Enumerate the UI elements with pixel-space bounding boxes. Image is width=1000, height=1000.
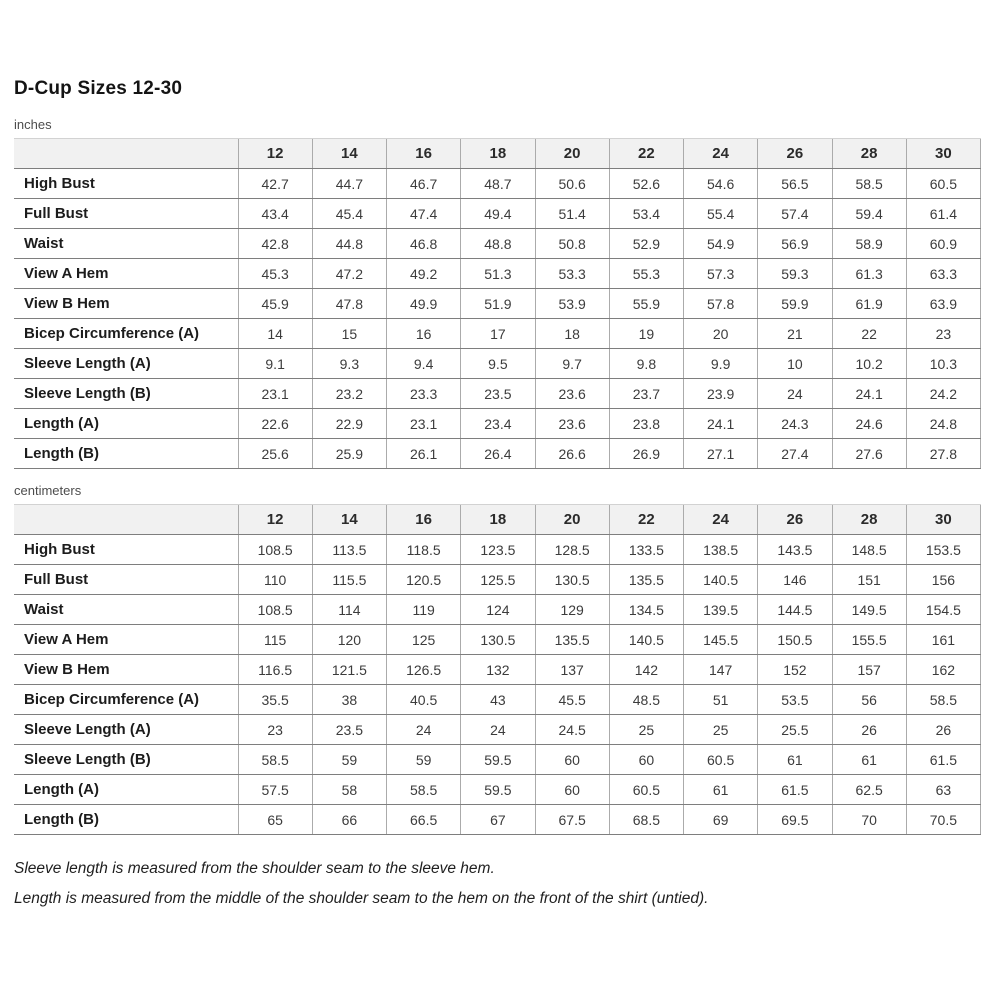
size-column-header: 30 — [906, 505, 980, 535]
table-cell: 125 — [387, 625, 461, 655]
size-column-header: 14 — [312, 505, 386, 535]
table-cell: 10.3 — [906, 349, 980, 379]
table-cell: 40.5 — [387, 685, 461, 715]
table-cell: 60.5 — [684, 745, 758, 775]
table-cell: 14 — [238, 319, 312, 349]
table-cell: 149.5 — [832, 595, 906, 625]
table-cell: 134.5 — [609, 595, 683, 625]
table-cell: 114 — [312, 595, 386, 625]
table-cell: 57.3 — [684, 259, 758, 289]
table-cell: 46.7 — [387, 169, 461, 199]
table-cell: 10 — [758, 349, 832, 379]
table-row — [14, 259, 981, 289]
table-cell: 61.3 — [832, 259, 906, 289]
table-cell: 140.5 — [609, 625, 683, 655]
table-cell: 58.9 — [832, 229, 906, 259]
table-cell: 60.5 — [609, 775, 683, 805]
table-cell: 129 — [535, 595, 609, 625]
row-label: Sleeve Length (B) — [14, 379, 238, 409]
table-cell: 51.4 — [535, 199, 609, 229]
row-label: Sleeve Length (A) — [14, 349, 238, 379]
table-cell: 59.5 — [461, 775, 535, 805]
table-cell: 15 — [312, 319, 386, 349]
size-column-header: 18 — [461, 505, 535, 535]
table-cell: 23.6 — [535, 409, 609, 439]
size-column-header: 28 — [832, 505, 906, 535]
size-column-header: 28 — [832, 139, 906, 169]
table-cell: 26.1 — [387, 439, 461, 469]
table-cell: 44.8 — [312, 229, 386, 259]
table-cell: 66.5 — [387, 805, 461, 835]
row-label: Full Bust — [14, 199, 238, 229]
table-cell: 130.5 — [535, 565, 609, 595]
table-cell: 108.5 — [238, 595, 312, 625]
table-cell: 162 — [906, 655, 980, 685]
table-cell: 143.5 — [758, 535, 832, 565]
table-cell: 23.4 — [461, 409, 535, 439]
table-cell: 153.5 — [906, 535, 980, 565]
table-cell: 61.9 — [832, 289, 906, 319]
size-column-header: 26 — [758, 139, 832, 169]
table-cell: 152 — [758, 655, 832, 685]
table-cell: 139.5 — [684, 595, 758, 625]
size-column-header: 12 — [238, 505, 312, 535]
size-column-header: 14 — [312, 139, 386, 169]
table-cell: 43 — [461, 685, 535, 715]
table-cell: 23.5 — [461, 379, 535, 409]
row-label: View B Hem — [14, 289, 238, 319]
table-cell: 61.5 — [906, 745, 980, 775]
table-cell: 120 — [312, 625, 386, 655]
table-cell: 145.5 — [684, 625, 758, 655]
table-cell: 157 — [832, 655, 906, 685]
table-cell: 22 — [832, 319, 906, 349]
table-cell: 63.3 — [906, 259, 980, 289]
table-cell: 60.9 — [906, 229, 980, 259]
row-label: High Bust — [14, 169, 238, 199]
table-cell: 66 — [312, 805, 386, 835]
table-cell: 115.5 — [312, 565, 386, 595]
table-cell: 116.5 — [238, 655, 312, 685]
table-cell: 51.3 — [461, 259, 535, 289]
table-cell: 67.5 — [535, 805, 609, 835]
table-cell: 128.5 — [535, 535, 609, 565]
size-column-header: 30 — [906, 139, 980, 169]
table-cell: 55.9 — [609, 289, 683, 319]
table-cell: 55.4 — [684, 199, 758, 229]
size-column-header: 24 — [684, 139, 758, 169]
table-cell: 138.5 — [684, 535, 758, 565]
table-cell: 20 — [684, 319, 758, 349]
size-column-header: 20 — [535, 139, 609, 169]
table-cell: 27.4 — [758, 439, 832, 469]
note-length: Length is measured from the middle of the shoulder seam to the hem on the front of the shirt (untied). — [14, 890, 709, 907]
table-cell: 68.5 — [609, 805, 683, 835]
table-cell: 52.6 — [609, 169, 683, 199]
table-cell: 43.4 — [238, 199, 312, 229]
table-cell: 137 — [535, 655, 609, 685]
table-cell: 126.5 — [387, 655, 461, 685]
size-header-row — [14, 505, 981, 535]
row-label: View A Hem — [14, 259, 238, 289]
table-cell: 48.5 — [609, 685, 683, 715]
table-cell: 51.9 — [461, 289, 535, 319]
table-row — [14, 625, 981, 655]
table-cell: 25 — [609, 715, 683, 745]
table-cell: 45.4 — [312, 199, 386, 229]
table-cell: 144.5 — [758, 595, 832, 625]
table-row — [14, 229, 981, 259]
table-cell: 24.1 — [684, 409, 758, 439]
table-corner-cell — [14, 505, 238, 535]
size-column-header: 26 — [758, 505, 832, 535]
table-cell: 49.2 — [387, 259, 461, 289]
table-cell: 57.8 — [684, 289, 758, 319]
table-cell: 70.5 — [906, 805, 980, 835]
table-cell: 26 — [832, 715, 906, 745]
table-cell: 24.2 — [906, 379, 980, 409]
table-cell: 108.5 — [238, 535, 312, 565]
table-cell: 45.9 — [238, 289, 312, 319]
table-row — [14, 715, 981, 745]
table-cell: 50.8 — [535, 229, 609, 259]
table-cell: 9.3 — [312, 349, 386, 379]
table-cell: 60.5 — [906, 169, 980, 199]
table-cell: 27.6 — [832, 439, 906, 469]
table-cell: 50.6 — [535, 169, 609, 199]
table-cell: 110 — [238, 565, 312, 595]
table-cell: 49.9 — [387, 289, 461, 319]
table-cell: 24.6 — [832, 409, 906, 439]
size-column-header: 20 — [535, 505, 609, 535]
table-cell: 24 — [461, 715, 535, 745]
table-cell: 35.5 — [238, 685, 312, 715]
table-cell: 58.5 — [387, 775, 461, 805]
table-cell: 58.5 — [832, 169, 906, 199]
table-row — [14, 535, 981, 565]
table-cell: 151 — [832, 565, 906, 595]
table-cell: 47.2 — [312, 259, 386, 289]
table-row — [14, 289, 981, 319]
size-table-centimeters — [14, 504, 981, 835]
page-title: D-Cup Sizes 12-30 — [14, 78, 183, 99]
table-cell: 63.9 — [906, 289, 980, 319]
table-cell: 49.4 — [461, 199, 535, 229]
table-cell: 47.4 — [387, 199, 461, 229]
row-label: Waist — [14, 595, 238, 625]
table-cell: 25.5 — [758, 715, 832, 745]
table-cell: 42.7 — [238, 169, 312, 199]
table-cell: 53.5 — [758, 685, 832, 715]
table-cell: 9.1 — [238, 349, 312, 379]
row-label: Length (B) — [14, 805, 238, 835]
table-cell: 27.1 — [684, 439, 758, 469]
table-cell: 53.3 — [535, 259, 609, 289]
row-label: Bicep Circumference (A) — [14, 319, 238, 349]
table-cell: 123.5 — [461, 535, 535, 565]
table-cell: 135.5 — [535, 625, 609, 655]
size-tables-container — [14, 117, 981, 835]
table-cell: 115 — [238, 625, 312, 655]
table-cell: 24.5 — [535, 715, 609, 745]
row-label: Waist — [14, 229, 238, 259]
table-corner-cell — [14, 139, 238, 169]
table-cell: 121.5 — [312, 655, 386, 685]
table-cell: 59.9 — [758, 289, 832, 319]
table-cell: 23 — [906, 319, 980, 349]
table-cell: 58 — [312, 775, 386, 805]
table-cell: 150.5 — [758, 625, 832, 655]
table-cell: 120.5 — [387, 565, 461, 595]
table-cell: 10.2 — [832, 349, 906, 379]
row-label: View A Hem — [14, 625, 238, 655]
table-cell: 130.5 — [461, 625, 535, 655]
table-cell: 24 — [387, 715, 461, 745]
table-cell: 25.6 — [238, 439, 312, 469]
table-cell: 24.1 — [832, 379, 906, 409]
table-cell: 47.8 — [312, 289, 386, 319]
table-cell: 51 — [684, 685, 758, 715]
table-cell: 18 — [535, 319, 609, 349]
table-cell: 147 — [684, 655, 758, 685]
unit-label-centimeters: centimeters — [14, 483, 82, 498]
table-cell: 24 — [758, 379, 832, 409]
size-header-row — [14, 139, 981, 169]
table-cell: 9.7 — [535, 349, 609, 379]
table-cell: 132 — [461, 655, 535, 685]
table-row — [14, 805, 981, 835]
table-cell: 38 — [312, 685, 386, 715]
table-cell: 63 — [906, 775, 980, 805]
table-row — [14, 199, 981, 229]
row-label: Full Bust — [14, 565, 238, 595]
table-cell: 54.9 — [684, 229, 758, 259]
table-cell: 23.6 — [535, 379, 609, 409]
table-cell: 26 — [906, 715, 980, 745]
size-column-header: 18 — [461, 139, 535, 169]
table-cell: 48.8 — [461, 229, 535, 259]
table-row — [14, 685, 981, 715]
size-column-header: 16 — [387, 139, 461, 169]
table-row — [14, 565, 981, 595]
table-cell: 56.5 — [758, 169, 832, 199]
table-cell: 19 — [609, 319, 683, 349]
table-row — [14, 775, 981, 805]
size-column-header: 22 — [609, 505, 683, 535]
table-cell: 61 — [832, 745, 906, 775]
table-cell: 60 — [609, 745, 683, 775]
table-cell: 23.5 — [312, 715, 386, 745]
table-row — [14, 379, 981, 409]
table-cell: 45.5 — [535, 685, 609, 715]
table-cell: 57.5 — [238, 775, 312, 805]
table-cell: 140.5 — [684, 565, 758, 595]
table-cell: 59.3 — [758, 259, 832, 289]
row-label: View B Hem — [14, 655, 238, 685]
table-cell: 57.4 — [758, 199, 832, 229]
table-cell: 9.5 — [461, 349, 535, 379]
table-cell: 17 — [461, 319, 535, 349]
table-cell: 59 — [312, 745, 386, 775]
table-cell: 119 — [387, 595, 461, 625]
table-cell: 25.9 — [312, 439, 386, 469]
table-row — [14, 439, 981, 469]
table-cell: 26.6 — [535, 439, 609, 469]
unit-label-inches: inches — [14, 117, 52, 132]
table-cell: 59.4 — [832, 199, 906, 229]
table-cell: 125.5 — [461, 565, 535, 595]
table-cell: 22.9 — [312, 409, 386, 439]
table-cell: 45.3 — [238, 259, 312, 289]
table-cell: 23.1 — [238, 379, 312, 409]
table-row — [14, 319, 981, 349]
table-cell: 146 — [758, 565, 832, 595]
table-cell: 70 — [832, 805, 906, 835]
table-cell: 53.4 — [609, 199, 683, 229]
size-column-header: 16 — [387, 505, 461, 535]
table-cell: 27.8 — [906, 439, 980, 469]
table-row — [14, 349, 981, 379]
table-cell: 148.5 — [832, 535, 906, 565]
table-cell: 67 — [461, 805, 535, 835]
table-cell: 26.4 — [461, 439, 535, 469]
table-cell: 59.5 — [461, 745, 535, 775]
table-cell: 25 — [684, 715, 758, 745]
table-cell: 23.1 — [387, 409, 461, 439]
table-cell: 61 — [758, 745, 832, 775]
table-row — [14, 409, 981, 439]
table-cell: 69 — [684, 805, 758, 835]
row-label: High Bust — [14, 535, 238, 565]
note-sleeve-length: Sleeve length is measured from the shoulder seam to the sleeve hem. — [14, 860, 495, 877]
table-cell: 142 — [609, 655, 683, 685]
table-cell: 59 — [387, 745, 461, 775]
row-label: Sleeve Length (A) — [14, 715, 238, 745]
table-cell: 9.9 — [684, 349, 758, 379]
table-cell: 24.3 — [758, 409, 832, 439]
table-row — [14, 745, 981, 775]
table-cell: 23.3 — [387, 379, 461, 409]
row-label: Length (A) — [14, 409, 238, 439]
table-cell: 60 — [535, 775, 609, 805]
table-cell: 58.5 — [238, 745, 312, 775]
measurement-notes — [14, 854, 981, 914]
table-row — [14, 169, 981, 199]
table-cell: 54.6 — [684, 169, 758, 199]
size-column-header: 22 — [609, 139, 683, 169]
table-cell: 62.5 — [832, 775, 906, 805]
table-cell: 26.9 — [609, 439, 683, 469]
table-cell: 52.9 — [609, 229, 683, 259]
table-cell: 9.4 — [387, 349, 461, 379]
table-cell: 42.8 — [238, 229, 312, 259]
row-label: Length (A) — [14, 775, 238, 805]
table-cell: 154.5 — [906, 595, 980, 625]
table-cell: 58.5 — [906, 685, 980, 715]
table-cell: 23 — [238, 715, 312, 745]
table-cell: 44.7 — [312, 169, 386, 199]
table-cell: 61 — [684, 775, 758, 805]
table-cell: 46.8 — [387, 229, 461, 259]
table-cell: 48.7 — [461, 169, 535, 199]
table-cell: 61.4 — [906, 199, 980, 229]
row-label: Length (B) — [14, 439, 238, 469]
size-column-header: 24 — [684, 505, 758, 535]
row-label: Sleeve Length (B) — [14, 745, 238, 775]
table-cell: 23.9 — [684, 379, 758, 409]
row-label: Bicep Circumference (A) — [14, 685, 238, 715]
table-cell: 23.2 — [312, 379, 386, 409]
table-cell: 155.5 — [832, 625, 906, 655]
table-cell: 23.8 — [609, 409, 683, 439]
table-cell: 53.9 — [535, 289, 609, 319]
table-cell: 161 — [906, 625, 980, 655]
table-cell: 61.5 — [758, 775, 832, 805]
table-cell: 124 — [461, 595, 535, 625]
table-cell: 156 — [906, 565, 980, 595]
table-cell: 22.6 — [238, 409, 312, 439]
size-table-inches — [14, 138, 981, 469]
table-cell: 24.8 — [906, 409, 980, 439]
table-cell: 133.5 — [609, 535, 683, 565]
table-row — [14, 655, 981, 685]
table-cell: 60 — [535, 745, 609, 775]
table-cell: 56 — [832, 685, 906, 715]
table-cell: 55.3 — [609, 259, 683, 289]
table-cell: 23.7 — [609, 379, 683, 409]
table-cell: 9.8 — [609, 349, 683, 379]
table-row — [14, 595, 981, 625]
table-cell: 65 — [238, 805, 312, 835]
table-cell: 16 — [387, 319, 461, 349]
table-cell: 118.5 — [387, 535, 461, 565]
table-cell: 135.5 — [609, 565, 683, 595]
table-cell: 69.5 — [758, 805, 832, 835]
size-column-header: 12 — [238, 139, 312, 169]
table-cell: 113.5 — [312, 535, 386, 565]
table-cell: 56.9 — [758, 229, 832, 259]
table-cell: 21 — [758, 319, 832, 349]
